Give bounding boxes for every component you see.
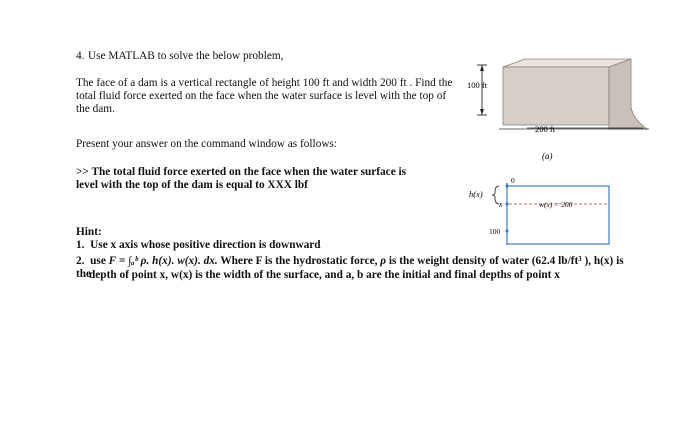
dam-face-rectangle	[507, 186, 609, 244]
dam-buttress	[609, 59, 647, 129]
dam-figure	[455, 55, 655, 255]
wx-label: w(x) = 200	[539, 200, 573, 209]
hx-label: h(x)	[469, 189, 483, 199]
hint-item-2-prefix: use	[90, 255, 106, 267]
hint-item-2-number: 2.	[76, 255, 85, 267]
hint-item-1-number: 1.	[76, 239, 85, 251]
question-number: 4.	[76, 50, 85, 62]
coordinate-diagram	[492, 183, 609, 245]
zero-tick-label: 0	[511, 176, 515, 185]
hundred-tick-label: 100	[489, 227, 501, 236]
integral-formula: F = ∫ₐᵇ ρ. h(x). w(x). dx.	[108, 255, 218, 267]
hint-item-1-text: Use x axis whose positive direction is downward	[90, 239, 321, 251]
hint-item-2-line2: depth of point x, w(x) is the width of the surface, and a, b are the initial and final depths of point x	[89, 269, 560, 281]
problem-text: The face of a dam is a vertical rectangle of height 100 ft and width 200 ft . Find the total fluid force exerted on the face when the water surface is level with the top of the dam.	[76, 77, 453, 115]
rho-symbol: ρ	[380, 255, 387, 267]
present-instruction: Present your answer on the command window as follows:	[76, 138, 338, 150]
dam-illustration	[477, 59, 649, 129]
figure-caption: (a)	[542, 151, 553, 161]
hint-item-2-rest: is the weight density of water (62.4 lb/ft³ ), h(x) is the	[76, 255, 624, 280]
question-heading: Use MATLAB to solve the below problem,	[88, 50, 284, 62]
hx-brace	[492, 186, 499, 204]
hint-item-2-where: Where F is the hydrostatic force,	[220, 255, 378, 267]
hint-title: Hint:	[76, 226, 102, 238]
x-point-label: x	[499, 200, 503, 209]
width-label: 200 ft	[535, 124, 556, 134]
height-label: 100 ft	[467, 80, 488, 90]
command-output-template: >> The total fluid force exerted on the face when the water surface is level with the top of the dam is equal to XXX lbf	[76, 166, 407, 191]
hint-item-1	[76, 239, 321, 252]
dam-front-face	[503, 67, 609, 125]
